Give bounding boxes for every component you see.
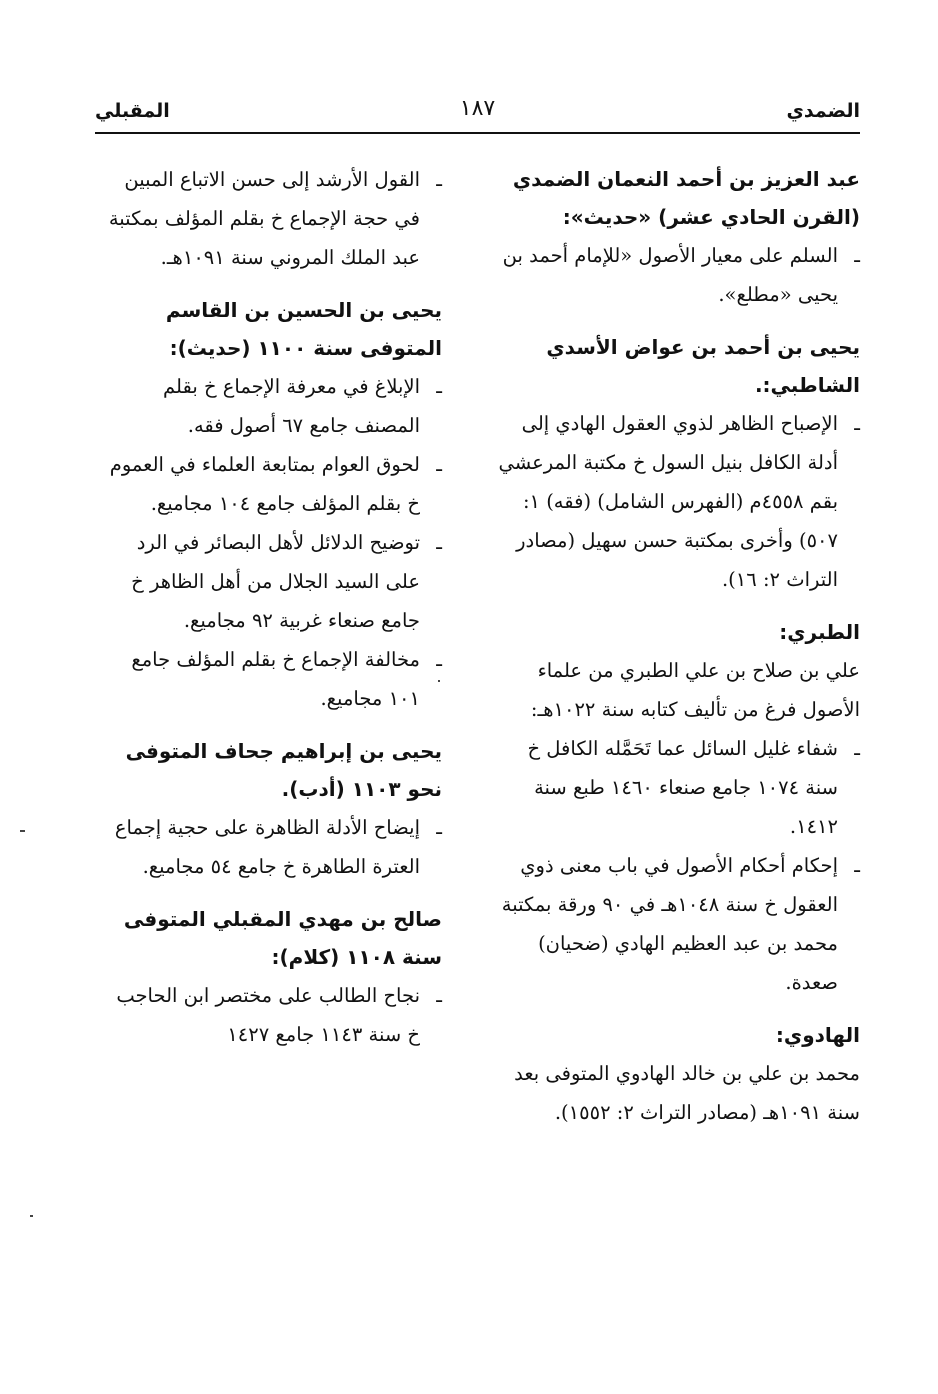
list-item: ـ شفاء غليل السائل عما تَحَمَّله الكافل خ سنة ١٠٧٤ جامع صنعاء ١٤٦٠ طبع سنة ١٤١٢. [527,737,860,838]
list-item: ـ نجاح الطالب على مختصر ابن الحاجب خ سنة ١١٤٣ جامع ١٤٢٧ [116,984,442,1046]
entry [494,160,860,314]
list-item: ـ لحوق العوام بمتابعة العلماء في العموم خ بقلم المؤلف جامع ١٠٤ مجاميع. [109,453,442,515]
entry [98,160,442,277]
entry [98,900,442,1054]
list-item-text: نجاح الطالب على مختصر ابن الحاجب خ سنة ١١٤٣ جامع ١٤٢٧ [116,984,420,1046]
list-item-text: الإبلاغ في معرفة الإجماع خ بقلم المصنف جامع ٦٧ أصول فقه. [163,375,420,437]
page-header [95,96,860,136]
page-number: ١٨٧ [459,96,496,121]
entry [98,291,442,718]
list-item-text: الإصباح الظاهر لذوي العقول الهادي إلى أدلة الكافل بنيل السول خ مكتبة المرعشي بقم ٤٥٥٨م (الفهرس الشامل) (فقه) ١: ٥٠٧) وأخرى بمكتبة حسن سهيل (مصادر التراث ٢: ١٦). [498,412,838,591]
list-item: ـ مخالفة الإجماع خ بقلم المؤلف جامع ١٠١ مجاميع. [131,648,442,710]
entry-heading: يحيى بن إبراهيم جحاف المتوفى نحو ١١٠٣ (أدب). [125,739,442,801]
list-item-text: مخالفة الإجماع خ بقلم المؤلف جامع ١٠١ مجاميع. [131,648,420,710]
running-head-right: الضمدي [786,100,860,122]
entry [494,328,860,599]
scan-speck [438,680,440,682]
list-item: ـ الإصباح الظاهر لذوي العقول الهادي إلى أدلة الكافل بنيل السول خ مكتبة المرعشي بقم ٤٥٥٨م (الفهرس الشامل) (فقه) ١: ٥٠٧) وأخرى بمكتبة حسن سهيل (مصادر التراث ٢: ١٦). [498,412,860,591]
left-column [98,160,442,1068]
entry-heading: عبد العزيز بن أحمد النعمان الضمدي (القرن الحادي عشر) «حديث»: [512,167,860,229]
list-item: ـ إحكام أحكام الأصول في باب معنى ذوي العقول خ سنة ١٠٤٨هـ في ٩٠ ورقة بمكتبة محمد بن عبد العظيم الهادي (ضحيان) صعدة. [501,854,860,994]
entry [494,1016,860,1132]
list-item-text: السلم على معيار الأصول «للإمام أحمد بن يحيى «مطلع». [502,244,838,306]
entry-heading: الطبري: [779,620,860,644]
list-item-text: إيضاح الأدلة الظاهرة على حجية إجماع العترة الطاهرة خ جامع ٥٤ مجاميع. [114,816,420,878]
entry-heading: يحيى بن أحمد بن عواض الأسدي الشاطبي:. [546,335,860,397]
list-item: ـ السلم على معيار الأصول «للإمام أحمد بن يحيى «مطلع». [502,244,860,306]
list-item-text: توضيح الدلائل لأهل البصائر في الرد على السيد الجلال من أهل الظاهر خ جامع صنعاء غربية ٩٢ مجاميع. [131,531,420,632]
entry-heading: صالح بن مهدي المقبلي المتوفى سنة ١١٠٨ (كلام): [123,907,442,969]
header-rule [95,132,860,134]
list-item: ـ الإبلاغ في معرفة الإجماع خ بقلم المصنف جامع ٦٧ أصول فقه. [163,375,442,437]
list-item: ـ القول الأرشد إلى حسن الاتباع المبين في حجة الإجماع خ بقلم المؤلف بمكتبة عبد الملك المروني سنة ١٠٩١هـ. [108,168,442,269]
running-head-left: المقبلي [95,100,170,122]
right-column [494,160,860,1146]
entry-heading: يحيى بن الحسين بن القاسم المتوفى سنة ١١٠٠ (حديث): [165,298,442,360]
list-item: ـ توضيح الدلائل لأهل البصائر في الرد على السيد الجلال من أهل الظاهر خ جامع صنعاء غربية ٩٢ مجاميع. [131,531,442,632]
entry-paragraph: محمد بن علي بن خالد الهادوي المتوفى بعد سنة ١٠٩١هـ (مصادر التراث ٢: ١٥٥٢). [514,1062,860,1124]
entry-paragraph: علي بن صلاح بن علي الطبري من علماء الأصول فرغ من تأليف كتابه سنة ١٠٢٢هـ: [530,659,860,721]
list-item-text: إحكام أحكام الأصول في باب معنى ذوي العقول خ سنة ١٠٤٨هـ في ٩٠ ورقة بمكتبة محمد بن عبد العظيم الهادي (ضحيان) صعدة. [501,854,838,994]
list-item-text: القول الأرشد إلى حسن الاتباع المبين في حجة الإجماع خ بقلم المؤلف بمكتبة عبد الملك المروني سنة ١٠٩١هـ. [108,168,420,269]
entry-heading: الهادوي: [775,1023,860,1047]
entry [98,732,442,886]
scan-speck [20,830,25,832]
list-item-text: شفاء غليل السائل عما تَحَمَّله الكافل خ سنة ١٠٧٤ جامع صنعاء ١٤٦٠ طبع سنة ١٤١٢. [527,737,838,838]
list-item-text: لحوق العوام بمتابعة العلماء في العموم خ بقلم المؤلف جامع ١٠٤ مجاميع. [109,453,420,515]
list-item: ـ إيضاح الأدلة الظاهرة على حجية إجماع العترة الطاهرة خ جامع ٥٤ مجاميع. [114,816,442,878]
scan-speck [30,1215,33,1217]
entry [494,613,860,1002]
